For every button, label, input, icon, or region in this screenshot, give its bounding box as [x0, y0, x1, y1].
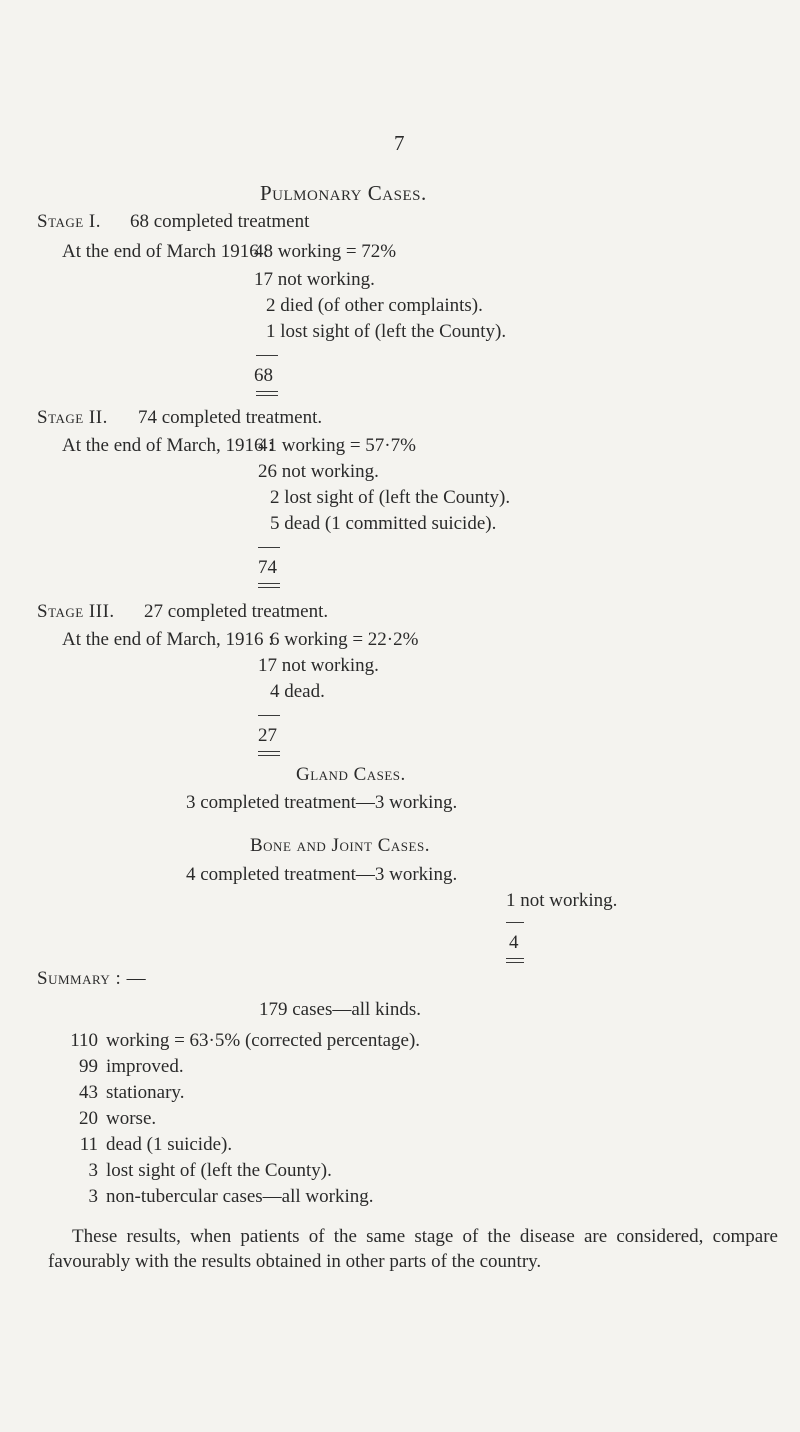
summary-row-text: working = 63·5% (corrected percentage). — [106, 1030, 421, 1051]
stage-2-total: 74 — [258, 557, 277, 578]
stage-3-double-rule — [258, 751, 280, 756]
summary-row-count: 20 — [79, 1108, 98, 1129]
stage-3-line-2: 17 not working. — [258, 655, 379, 676]
stage-3-completed: 27 completed treatment. — [144, 601, 329, 622]
summary-row-text: worse. — [106, 1108, 157, 1129]
stage-3-line-3: 4 dead. — [270, 681, 325, 702]
summary-row-text: non-tubercular cases—all working. — [106, 1186, 374, 1207]
stage-3-total: 27 — [258, 725, 277, 746]
stage-1-line-4: 1 lost sight of (left the County). — [266, 321, 507, 342]
stage-3-lead: At the end of March, 1916 : — [62, 629, 274, 650]
stage-1-rule — [256, 355, 278, 356]
stage-3-heading: Stage III. — [37, 601, 115, 622]
summary-heading: Summary : — — [37, 968, 147, 989]
gland-cases-line: 3 completed treatment—3 working. — [186, 792, 458, 813]
stage-1-line-3: 2 died (of other complaints). — [266, 295, 483, 316]
summary-row-count: 99 — [79, 1056, 98, 1077]
summary-row-count: 3 — [88, 1160, 98, 1181]
summary-all-kinds: 179 cases—all kinds. — [259, 999, 422, 1020]
stage-2-heading: Stage II. — [37, 407, 108, 428]
page-title: Pulmonary Cases. — [260, 181, 427, 205]
stage-2-line-4: 5 dead (1 committed suicide). — [270, 513, 497, 534]
stage-2-line-2: 26 not working. — [258, 461, 379, 482]
bone-joint-heading: Bone and Joint Cases. — [250, 835, 430, 856]
bone-joint-line-2: 1 not working. — [506, 890, 618, 911]
summary-row-count: 43 — [79, 1082, 98, 1103]
bone-joint-double-rule — [506, 958, 524, 963]
stage-2-line-1: 41 working = 57·7% — [258, 435, 416, 456]
summary-row-count: 110 — [70, 1030, 98, 1051]
gland-cases-heading: Gland Cases. — [296, 764, 406, 785]
stage-2-rule — [258, 547, 280, 548]
summary-row-count: 3 — [88, 1186, 98, 1207]
stage-2-lead: At the end of March, 1916 : — [62, 435, 274, 456]
summary-row-text: lost sight of (left the County). — [106, 1160, 332, 1181]
summary-row-text: dead (1 suicide). — [106, 1134, 233, 1155]
stage-3-line-1: 6 working = 22·2% — [270, 629, 419, 650]
summary-row-text: improved. — [106, 1056, 184, 1077]
conclusion-paragraph: These results, when patients of the same stage of the disease are considered, compare favourably with the results obtained in other parts of the country. — [48, 1226, 778, 1272]
stage-1-total: 68 — [254, 365, 273, 386]
bone-joint-total: 4 — [509, 932, 519, 953]
stage-1-lead: At the end of March 1916 : — [62, 241, 269, 262]
summary-row-text: stationary. — [106, 1082, 185, 1103]
summary-row-count: 11 — [79, 1134, 98, 1155]
stage-1-line-2: 17 not working. — [254, 269, 375, 290]
stage-1-double-rule — [256, 391, 278, 396]
stage-1-completed: 68 completed treatment — [130, 211, 310, 232]
stage-2-double-rule — [258, 583, 280, 588]
page-number: 7 — [394, 131, 405, 155]
stage-3-rule — [258, 715, 280, 716]
bone-joint-rule — [506, 922, 524, 923]
bone-joint-line-1: 4 completed treatment—3 working. — [186, 864, 458, 885]
stage-2-line-3: 2 lost sight of (left the County). — [270, 487, 511, 508]
stage-1-heading: Stage I. — [37, 211, 102, 232]
stage-2-completed: 74 completed treatment. — [138, 407, 323, 428]
